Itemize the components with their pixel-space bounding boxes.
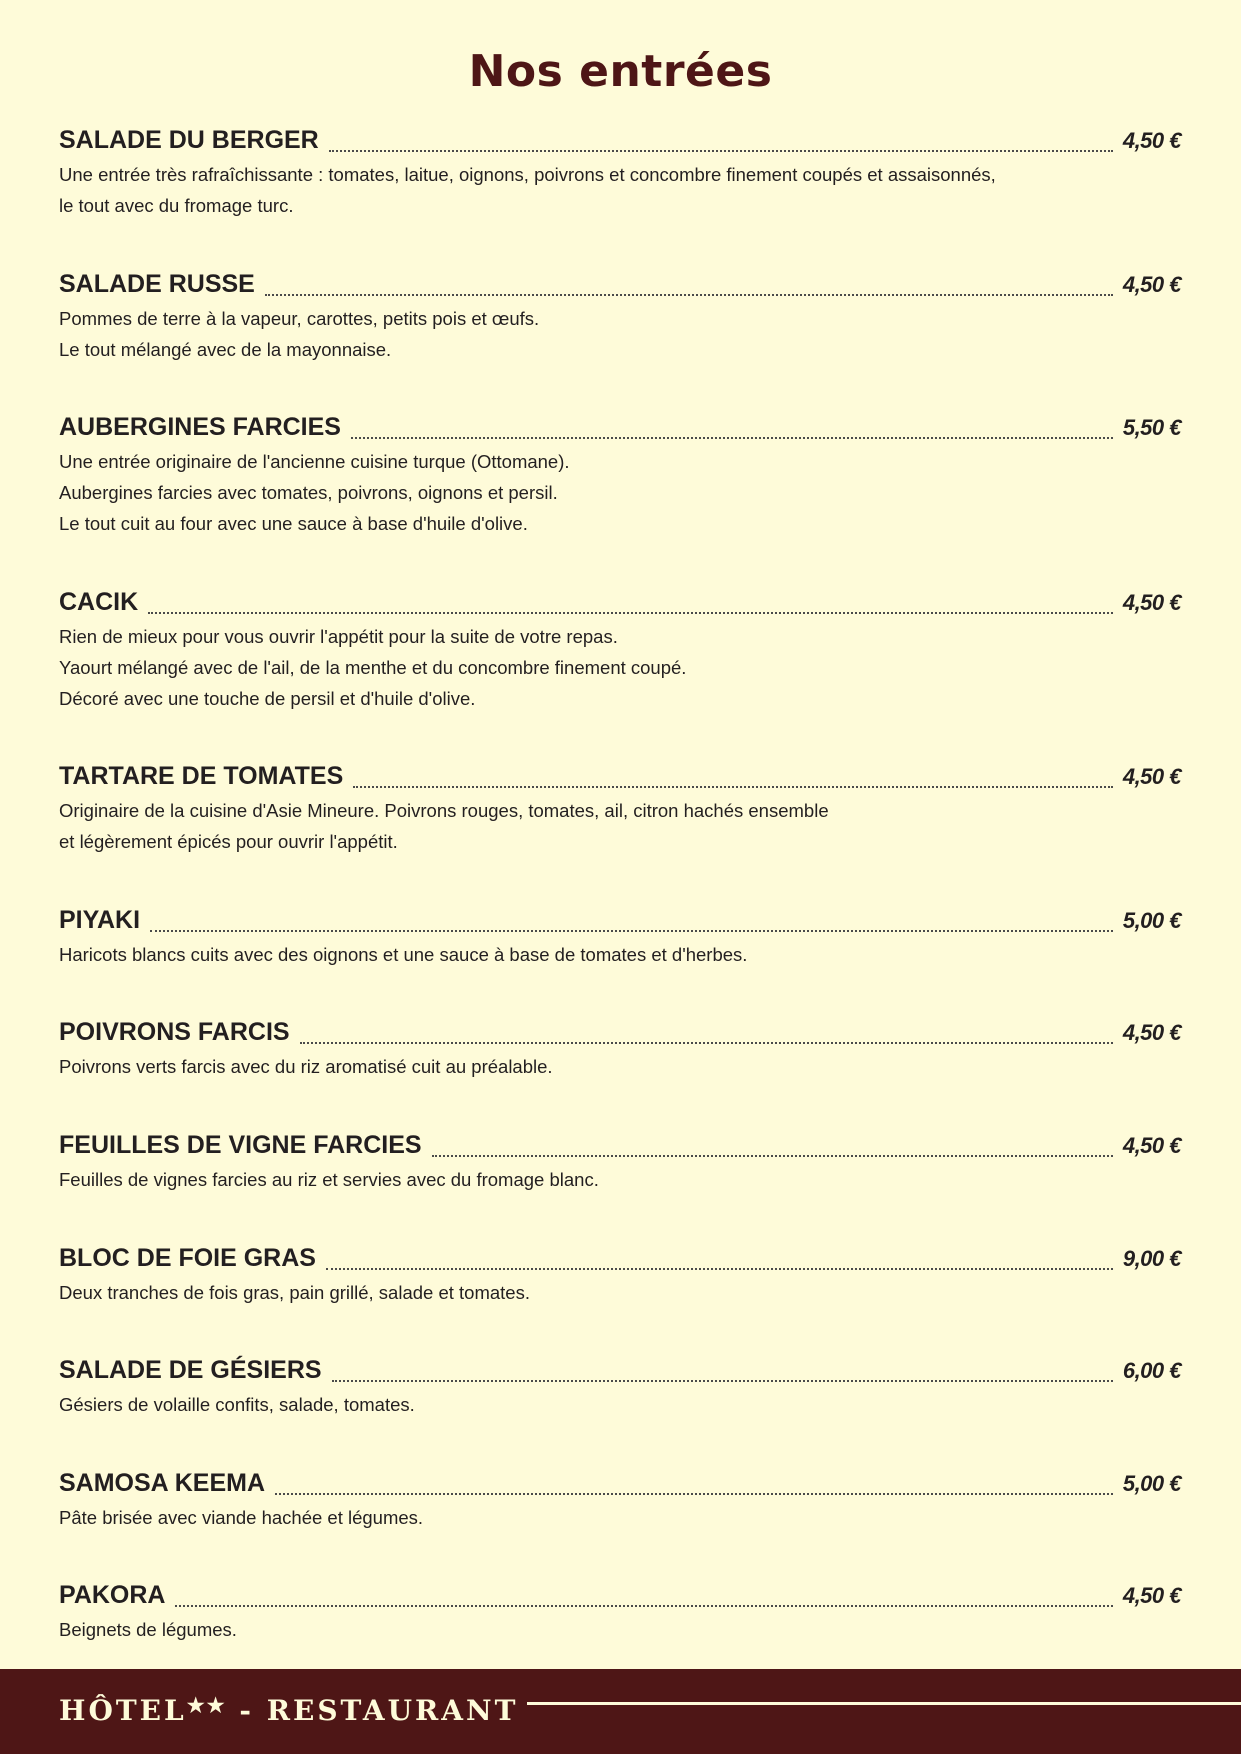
dot-leader: [329, 148, 1113, 152]
menu-item: [59, 906, 1181, 970]
menu-item: [59, 1356, 1181, 1420]
menu-item: [59, 413, 1181, 539]
footer-separator: -: [226, 1694, 267, 1727]
footer-hotel: HÔTEL: [59, 1694, 187, 1727]
footer-restaurant: RESTAURANT: [266, 1694, 519, 1727]
dish-name: FEUILLES DE VIGNE FARCIES: [59, 1131, 422, 1159]
dish-name: AUBERGINES FARCIES: [59, 413, 341, 441]
footer-brand: [59, 1693, 518, 1727]
dish-price: 5,50 €: [1122, 415, 1181, 440]
dot-leader: [326, 1266, 1113, 1270]
dish-description: [59, 303, 1181, 365]
dish-price: 4,50 €: [1122, 764, 1181, 789]
dish-price: 4,50 €: [1122, 1133, 1181, 1158]
dish-price: 4,50 €: [1122, 1583, 1181, 1608]
dot-leader: [351, 435, 1113, 439]
dot-leader: [432, 1153, 1113, 1157]
dish-name: TARTARE DE TOMATES: [59, 762, 344, 790]
description-line: Aubergines farcies avec tomates, poivrons, oignons et persil.: [59, 482, 558, 503]
dish-price: 9,00 €: [1122, 1246, 1181, 1271]
dish-description: [59, 1502, 1181, 1533]
description-line: Rien de mieux pour vous ouvrir l'appétit pour la suite de votre repas.: [59, 626, 618, 647]
dish-name: PIYAKI: [59, 906, 141, 934]
dot-leader: [300, 1040, 1113, 1044]
star-icon: ★★: [186, 1693, 227, 1717]
description-line: Une entrée originaire de l'ancienne cuisine turque (Ottomane).: [59, 451, 570, 472]
description-line: Beignets de légumes.: [59, 1619, 237, 1640]
dish-price: 4,50 €: [1122, 1020, 1181, 1045]
menu-item: [59, 270, 1181, 365]
dish-name: SAMOSA KEEMA: [59, 1469, 266, 1497]
menu-item: [59, 1018, 1181, 1082]
description-line: Yaourt mélangé avec de l'ail, de la menthe et du concombre finement coupé.: [59, 657, 687, 678]
description-line: Feuilles de vignes farcies au riz et servies avec du fromage blanc.: [59, 1169, 599, 1190]
description-line: Le tout cuit au four avec une sauce à base d'huile d'olive.: [59, 513, 528, 534]
dot-leader: [175, 1603, 1112, 1607]
menu-item: [59, 1244, 1181, 1308]
dish-price: 4,50 €: [1122, 590, 1181, 615]
dish-description: [59, 1614, 1181, 1645]
dish-name: SALADE RUSSE: [59, 270, 255, 298]
dish-name: BLOC DE FOIE GRAS: [59, 1244, 316, 1272]
dish-price: 4,50 €: [1122, 272, 1181, 297]
dish-description: [59, 446, 1181, 539]
dish-description: [59, 621, 1181, 714]
dot-leader: [265, 292, 1113, 296]
menu-item: [59, 1131, 1181, 1195]
footer-rule: [527, 1702, 1241, 1705]
dish-description: [59, 1389, 1181, 1420]
menu-item: [59, 588, 1181, 714]
dish-name: CACIK: [59, 588, 139, 616]
description-line: Haricots blancs cuits avec des oignons et une sauce à base de tomates et d'herbes.: [59, 944, 748, 965]
dot-leader: [148, 610, 1113, 614]
dish-description: [59, 1051, 1181, 1082]
description-line: Deux tranches de fois gras, pain grillé, salade et tomates.: [59, 1282, 530, 1303]
dot-leader: [150, 928, 1113, 932]
description-line: Une entrée très rafraîchissante : tomates, laitue, oignons, poivrons et concombre finement coupés et assaisonnés,: [59, 164, 996, 185]
footer-banner: [0, 1669, 1241, 1754]
description-line: et légèrement épicés pour ouvrir l'appétit.: [59, 831, 398, 852]
menu-item: [59, 762, 1181, 857]
dot-leader: [353, 784, 1113, 788]
menu-item: [59, 1469, 1181, 1533]
description-line: Décoré avec une touche de persil et d'huile d'olive.: [59, 688, 476, 709]
dish-price: 6,00 €: [1122, 1358, 1181, 1383]
page-title: Nos entrées: [468, 46, 773, 97]
dish-price: 5,00 €: [1122, 1471, 1181, 1496]
dish-price: 5,00 €: [1122, 908, 1181, 933]
description-line: Originaire de la cuisine d'Asie Mineure. Poivrons rouges, tomates, ail, citron hachés ensemble: [59, 800, 829, 821]
description-line: le tout avec du fromage turc.: [59, 195, 294, 216]
dish-name: SALADE DE GÉSIERS: [59, 1356, 322, 1384]
dish-name: SALADE DU BERGER: [59, 126, 319, 154]
dish-name: PAKORA: [59, 1581, 166, 1609]
dish-description: [59, 1164, 1181, 1195]
description-line: Pommes de terre à la vapeur, carottes, petits pois et œufs.: [59, 308, 540, 329]
dish-price: 4,50 €: [1122, 128, 1181, 153]
dish-description: [59, 939, 1181, 970]
dot-leader: [332, 1378, 1113, 1382]
description-line: Poivrons verts farcis avec du riz aromatisé cuit au préalable.: [59, 1056, 553, 1077]
description-line: Le tout mélangé avec de la mayonnaise.: [59, 339, 392, 360]
menu-item: [59, 126, 1181, 221]
dot-leader: [275, 1491, 1113, 1495]
menu-item: [59, 1581, 1181, 1645]
description-line: Gésiers de volaille confits, salade, tomates.: [59, 1394, 415, 1415]
dish-description: [59, 159, 1181, 221]
dish-description: [59, 1277, 1181, 1308]
dish-name: POIVRONS FARCIS: [59, 1018, 290, 1046]
dish-description: [59, 795, 1181, 857]
description-line: Pâte brisée avec viande hachée et légumes.: [59, 1507, 424, 1528]
